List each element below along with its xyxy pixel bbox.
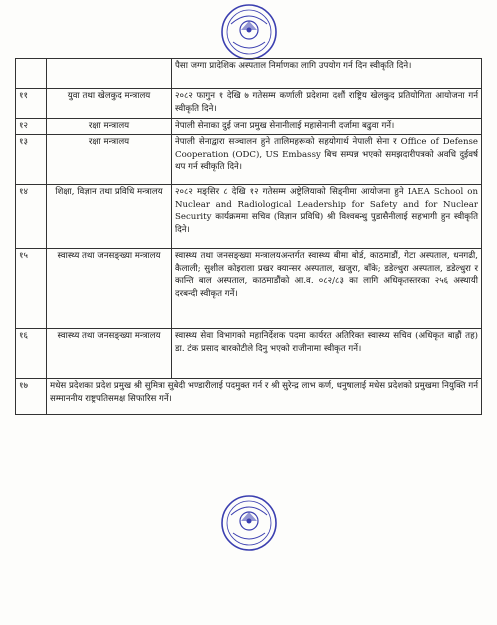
decision-cell: २०८२ मङ्सिर ८ देखि १२ गतेसम्म अष्ट्रेलियाको सिड्नीमा आयोजना हुने IAEA School on Nuclear and Radiological Leadership for Safety and for Nuclear Security कार्यक्रममा सचिव (विज्ञान प्रविधि) श्री विश्वबन्धु पुडासैनीलाई सहभागी हुन स्वीकृति दिने।: [172, 185, 482, 249]
government-seal-top: [219, 2, 279, 62]
decision-cell: मधेस प्रदेशका प्रदेश प्रमुख श्री सुमित्रा सुबेदी भण्डारीलाई पदमुक्त गर्न र श्री सुरेन्द्र लाभ कर्ण, धनुषालाई मधेस प्रदेशको प्रमुखमा नियुक्ति गर्न सम्माननीय राष्ट्रपतिसमक्ष सिफारिस गर्ने।: [47, 379, 482, 415]
decision-cell: नेपाली सेनाका दुई जना प्रमुख सेनानीलाई महासेनानी दर्जामा बढुवा गर्ने।: [172, 119, 482, 135]
table-row: [16, 119, 482, 135]
table-row: [16, 249, 482, 329]
row-number: ११: [16, 89, 47, 119]
ministry-cell: रक्षा मन्त्रालय: [47, 119, 172, 135]
table-row: [16, 379, 482, 415]
table-row: [16, 135, 482, 185]
decision-cell: स्वास्थ्य तथा जनसङ्ख्या मन्त्रालयअन्तर्गत स्वास्थ्य बीमा बोर्ड, काठमाडौं, गेटा अस्पताल, धनगढी, कैलाली; सुशील कोइराला प्रखर क्यान्सर अस्पताल, खजुरा, बाँके; डडेल्धुरा अस्पताल, डडेल्धुरा र कान्ति बाल अस्पताल, काठमाडौंको आ.व. ०८२/८३ का लागि अधिकृतस्तरका २५६ अस्थायी दरबन्दी स्वीकृत गर्ने।: [172, 249, 482, 329]
decision-cell: पैसा जग्गा प्रादेशिक अस्पताल निर्माणका लागि उपयोग गर्न दिन स्वीकृति दिने।: [172, 59, 482, 89]
table-row: [16, 329, 482, 379]
table-row: [16, 185, 482, 249]
government-seal-bottom: [219, 493, 279, 553]
decision-cell: २०८२ फागुन १ देखि ७ गतेसम्म कर्णाली प्रदेशमा दशौं राष्ट्रिय खेलकुद प्रतियोगिता आयोजना गर्न स्वीकृति दिने।: [172, 89, 482, 119]
ministry-cell: शिक्षा, विज्ञान तथा प्रविधि मन्त्रालय: [47, 185, 172, 249]
row-number: [16, 59, 47, 89]
table-row: [16, 59, 482, 89]
ministry-cell: स्वास्थ्य तथा जनसङ्ख्या मन्त्रालय: [47, 249, 172, 329]
decision-cell: नेपाली सेनाद्वारा सञ्चालन हुने तालिमहरूको सहयोगार्थ नेपाली सेना र Office of Defense Cooperation (ODC), US Embassy बिच सम्पन्न भएको समझदारीपत्रको अवधि दुईवर्ष थप गर्न स्वीकृति दिने।: [172, 135, 482, 185]
decision-cell: स्वास्थ्य सेवा विभागको महानिर्देशक पदमा कार्यरत अतिरिक्त स्वास्थ्य सचिव (अधिकृत बाह्रौं तह) डा. टंक प्रसाद बारकोटीले दिनु भएको राजीनामा स्वीकृत गर्ने।: [172, 329, 482, 379]
cabinet-decisions-table: [15, 58, 482, 415]
row-number: १२: [16, 119, 47, 135]
row-number: १५: [16, 249, 47, 329]
row-number: १७: [16, 379, 47, 415]
ministry-cell: रक्षा मन्त्रालय: [47, 135, 172, 185]
row-number: १४: [16, 185, 47, 249]
row-number: १६: [16, 329, 47, 379]
table-row: [16, 89, 482, 119]
ministry-cell: [47, 59, 172, 89]
ministry-cell: युवा तथा खेलकुद मन्त्रालय: [47, 89, 172, 119]
row-number: १३: [16, 135, 47, 185]
ministry-cell: स्वास्थ्य तथा जनसङ्ख्या मन्त्रालय: [47, 329, 172, 379]
